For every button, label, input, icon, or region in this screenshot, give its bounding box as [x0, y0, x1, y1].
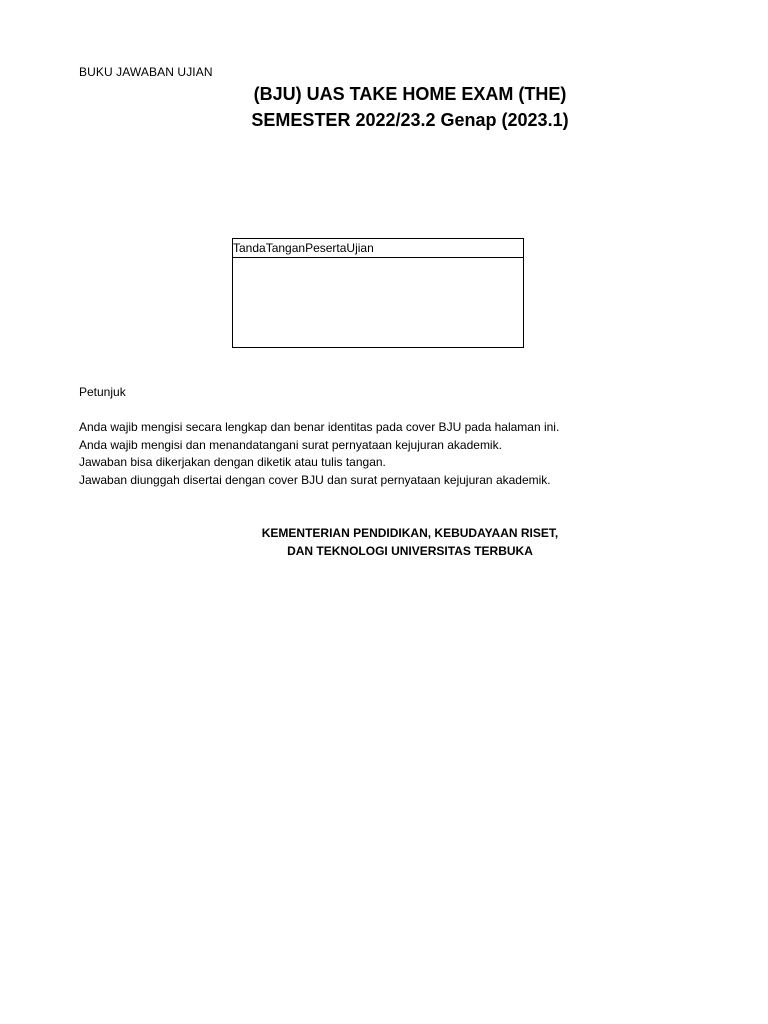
- footer-institution-line2: DAN TEKNOLOGI UNIVERSITAS TERBUKA: [287, 544, 533, 558]
- instruction-item: Anda wajib mengisi secara lengkap dan benar identitas pada cover BJU pada halaman ini.: [79, 420, 560, 434]
- signature-area[interactable]: [233, 258, 523, 348]
- document-header-label: BUKU JAWABAN UJIAN: [79, 65, 213, 79]
- signature-box-label: TandaTanganPesertaUjian: [233, 239, 523, 258]
- instructions-heading: Petunjuk: [79, 385, 126, 399]
- instruction-item: Jawaban bisa dikerjakan dengan diketik atau tulis tangan.: [79, 455, 386, 469]
- instruction-item: Anda wajib mengisi dan menandatangani surat pernyataan kejujuran akademik.: [79, 437, 502, 452]
- signature-box: [232, 238, 524, 348]
- instructions-list: [79, 419, 559, 489]
- document-title-line2: SEMESTER 2022/23.2 Genap (2023.1): [251, 110, 569, 130]
- footer-institution-line1: KEMENTERIAN PENDIDIKAN, KEBUDAYAAN RISET,: [261, 526, 559, 540]
- document-title-line1: (BJU) UAS TAKE HOME EXAM (THE): [253, 84, 567, 104]
- instruction-item: Jawaban diunggah disertai dengan cover BJU dan surat pernyataan kejujuran akademik.: [79, 472, 551, 487]
